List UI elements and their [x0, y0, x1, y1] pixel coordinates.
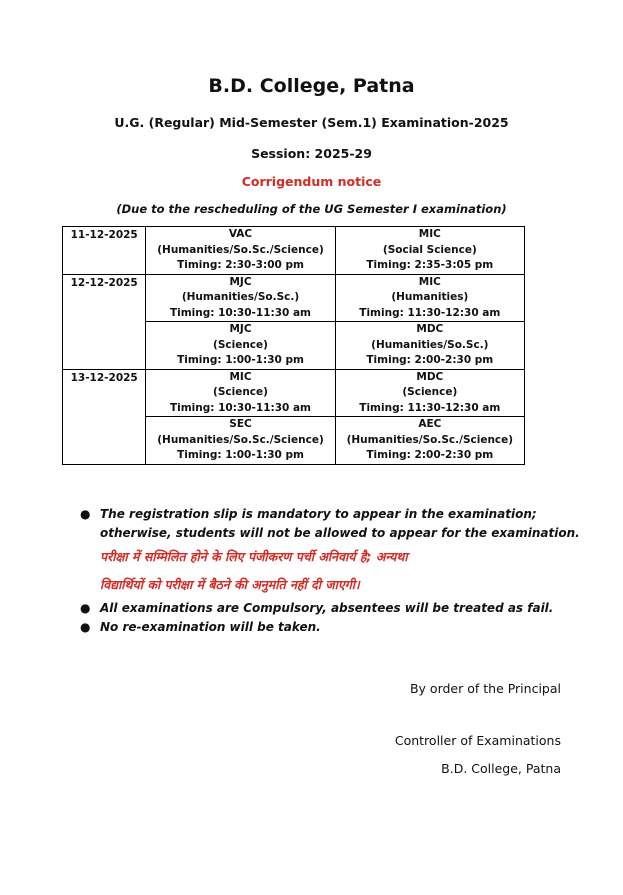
- paper-code: MDC: [416, 323, 444, 335]
- paper-code: AEC: [418, 418, 442, 430]
- paper-group: (Humanities/So.Sc.): [181, 291, 300, 303]
- paper-timing: Timing: 1:00-1:30 pm: [177, 354, 304, 366]
- paper-code: MIC: [418, 275, 441, 288]
- controller-title: Controller of Examinations: [394, 733, 561, 748]
- paper-group: (Humanities/So.Sc./Science): [157, 433, 324, 446]
- exam-slot-cell: [146, 322, 335, 370]
- note-line: The registration slip is mandatory to appear in the examination;: [100, 507, 537, 521]
- date-cell: 12-12-2025: [63, 274, 146, 369]
- note-line: All examinations are Compulsory, absentees will be treated as fail.: [100, 601, 554, 615]
- paper-code: MJC: [229, 323, 252, 335]
- paper-code: MJC: [229, 275, 252, 288]
- list-item: [78, 599, 598, 618]
- date-cell: 11-12-2025: [63, 227, 146, 275]
- exam-slot-cell: [146, 417, 335, 465]
- note-line: otherwise, students will not be allowed to appear for the examination.: [100, 526, 580, 540]
- paper-timing: Timing: 10:30-11:30 am: [169, 401, 312, 414]
- exam-slot-cell: [335, 322, 524, 370]
- exam-schedule-table: [62, 226, 525, 465]
- date-cell: 13-12-2025: [63, 369, 146, 464]
- paper-code: SEC: [229, 418, 252, 430]
- paper-group: (Humanities/So.Sc.): [371, 338, 489, 351]
- paper-timing: Timing: 2:00-2:30 pm: [366, 354, 494, 366]
- exam-slot-cell: [335, 369, 524, 417]
- paper-group: (Science): [213, 386, 268, 398]
- exam-slot-cell: [146, 227, 335, 275]
- paper-timing: Timing: 2:35-3:05 pm: [366, 259, 494, 271]
- instructions-list: [78, 505, 598, 637]
- exam-slot-cell: [146, 274, 335, 322]
- paper-timing: Timing: 11:30-12:30 am: [359, 401, 501, 414]
- paper-code: MIC: [418, 228, 441, 240]
- paper-timing: Timing: 2:00-2:30 pm: [366, 449, 494, 461]
- paper-timing: Timing: 10:30-11:30 am: [169, 306, 312, 319]
- table-row: [63, 227, 525, 275]
- paper-group: (Humanities/So.Sc./Science): [157, 243, 324, 256]
- note-hindi-line: परीक्षा में सम्मिलित होने के लिए पंजीकरण पर्ची अनिवार्य है; अन्यथा: [100, 549, 408, 564]
- paper-timing: Timing: 2:30-3:00 pm: [177, 259, 304, 271]
- paper-group: (Humanities): [391, 291, 469, 303]
- table-row: [63, 274, 525, 322]
- note-hindi-line: विद्यार्थियों को परीक्षा में बैठने की अनुमति नहीं दी जाएगी।: [100, 577, 360, 592]
- paper-timing: Timing: 11:30-12:30 am: [359, 306, 501, 319]
- exam-slot-cell: [335, 417, 524, 465]
- exam-slot-cell: [335, 227, 524, 275]
- corrigendum-heading: Corrigendum notice: [241, 174, 382, 189]
- note-line: No re-examination will be taken.: [100, 620, 321, 634]
- order-line: By order of the Principal: [409, 681, 561, 696]
- list-item: [78, 618, 598, 637]
- paper-group: (Science): [213, 338, 268, 351]
- paper-group: (Science): [402, 386, 458, 398]
- bullet-icon: ●: [80, 601, 91, 615]
- exam-title: U.G. (Regular) Mid-Semester (Sem.1) Examination-2025: [114, 115, 509, 130]
- paper-timing: Timing: 1:00-1:30 pm: [177, 449, 304, 461]
- exam-slot-cell: [335, 274, 524, 322]
- paper-group: (Humanities/So.Sc./Science): [346, 433, 514, 446]
- paper-code: MDC: [416, 370, 444, 383]
- paper-group: (Social Science): [382, 243, 477, 256]
- session-label: Session: 2025-29: [251, 146, 372, 161]
- bullet-icon: ●: [80, 507, 91, 521]
- college-title: B.D. College, Patna: [208, 75, 415, 97]
- reason-note: (Due to the rescheduling of the UG Semester I examination): [116, 202, 507, 216]
- paper-code: VAC: [228, 228, 253, 240]
- bullet-icon: ●: [80, 620, 91, 634]
- list-item: [78, 505, 598, 599]
- table-row: [63, 369, 525, 417]
- paper-code: MIC: [229, 370, 252, 383]
- signature-college: B.D. College, Patna: [441, 761, 561, 776]
- exam-slot-cell: [146, 369, 335, 417]
